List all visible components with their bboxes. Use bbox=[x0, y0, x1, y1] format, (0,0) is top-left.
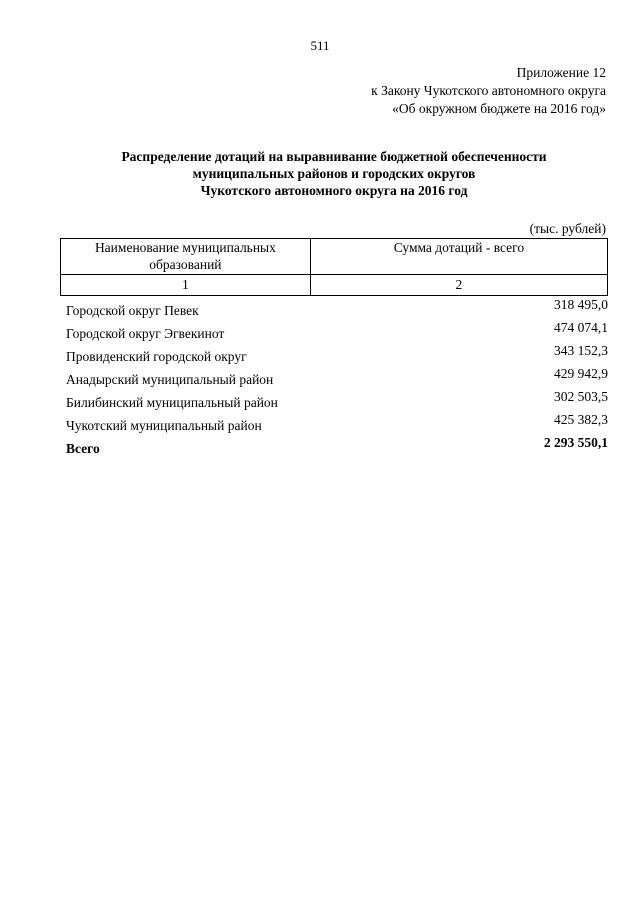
appendix-header bbox=[371, 64, 606, 118]
total-row bbox=[66, 435, 608, 458]
document-title bbox=[60, 148, 608, 199]
header-col-name-line-2: образований bbox=[149, 257, 222, 272]
row-amount: 425 382,3 bbox=[554, 412, 608, 427]
header-col-name bbox=[61, 239, 311, 275]
total-amount: 2 293 550,1 bbox=[543, 435, 608, 450]
table-row bbox=[66, 389, 608, 412]
column-number-1: 1 bbox=[61, 275, 311, 296]
table-row bbox=[66, 366, 608, 389]
units-label: (тыс. рублей) bbox=[529, 221, 606, 236]
row-amount: 318 495,0 bbox=[554, 297, 608, 312]
table-row bbox=[66, 412, 608, 435]
table-body bbox=[66, 297, 608, 458]
row-amount: 429 942,9 bbox=[554, 366, 608, 381]
title-line-3: Чукотского автономного округа на 2016 год bbox=[200, 183, 468, 198]
row-amount: 474 074,1 bbox=[554, 320, 608, 335]
appendix-line-1: Приложение 12 bbox=[516, 65, 606, 80]
table-row bbox=[66, 297, 608, 320]
row-name: Билибинский муниципальный район bbox=[66, 395, 278, 410]
row-amount: 343 152,3 bbox=[554, 343, 608, 358]
row-name: Чукотский муниципальный район bbox=[66, 418, 262, 433]
appendix-line-2: к Закону Чукотского автономного округа bbox=[371, 83, 606, 98]
row-name: Анадырский муниципальный район bbox=[66, 372, 274, 387]
title-line-1: Распределение дотаций на выравнивание бюджетной обеспеченности bbox=[121, 149, 547, 164]
table-row bbox=[66, 320, 608, 343]
row-name: Провиденский городской округ bbox=[66, 349, 247, 364]
appendix-line-3: «Об окружном бюджете на 2016 год» bbox=[392, 101, 606, 116]
header-col-amount: Сумма дотаций - всего bbox=[310, 239, 607, 275]
row-name: Городской округ Певек bbox=[66, 303, 199, 318]
row-amount: 302 503,5 bbox=[554, 389, 608, 404]
column-number-2: 2 bbox=[310, 275, 607, 296]
row-name: Городской округ Эгвекинот bbox=[66, 326, 225, 341]
header-col-name-line-1: Наименование муниципальных bbox=[94, 240, 276, 255]
table-header bbox=[60, 238, 608, 296]
total-label: Всего bbox=[66, 441, 100, 456]
page-number: 511 bbox=[310, 38, 330, 53]
table-row bbox=[66, 343, 608, 366]
title-line-2: муниципальных районов и городских округов bbox=[192, 166, 476, 181]
